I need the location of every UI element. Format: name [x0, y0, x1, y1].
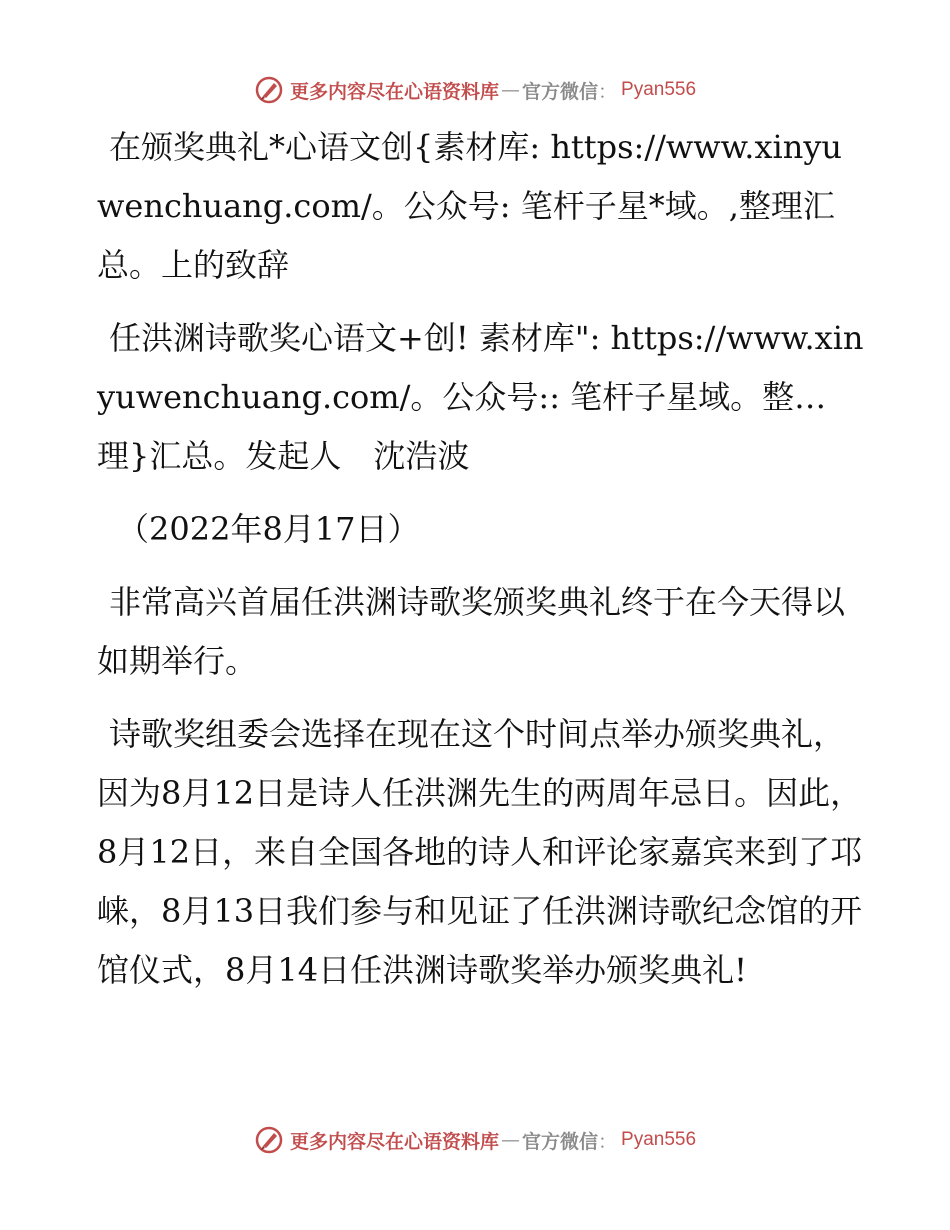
paragraph-title-line: 在颁奖典礼*心语文创{素材库: https://www.xinyuwenchuang.com/。公众号: 笔杆子星*域。,整理汇总。上的致辞 — [97, 128, 843, 284]
promo-text: 更多内容尽在心语资料库 — [289, 80, 499, 103]
document-body — [97, 118, 867, 1014]
paragraph-date: （2022年8月17日） — [117, 510, 420, 548]
paragraph-opening: 非常高兴首届任洪渊诗歌奖颁奖典礼终于在今天得以如期举行。 — [97, 583, 846, 680]
pen-logo-icon — [254, 1125, 284, 1155]
paragraph-initiator-line: 任洪渊诗歌奖心语文+创! 素材库": https://www.xinyuwenchuang.com/。公众号:: 笔杆子星域。整…理}汇总。发起人 沈浩波 — [97, 319, 864, 475]
wechat-id: Pyan556 — [621, 1129, 697, 1150]
separator-dash: — — [500, 79, 520, 101]
label-colon: ： — [598, 1130, 618, 1153]
promo-text: 更多内容尽在心语资料库 — [289, 1130, 499, 1153]
pen-logo-icon — [254, 75, 284, 105]
label-colon: ： — [598, 80, 618, 103]
header-watermark — [0, 72, 950, 108]
separator-dash: — — [500, 1129, 520, 1151]
footer-watermark — [0, 1122, 950, 1158]
wechat-label: 官方微信 — [521, 80, 598, 103]
wechat-label: 官方微信 — [521, 1130, 598, 1153]
paragraph-schedule: 诗歌奖组委会选择在现在这个时间点举办颁奖典礼，因为8月12日是诗人任洪渊先生的两周年忌日。因此，8月12日，来自全国各地的诗人和评论家嘉宾来到了邛崃，8月13日我们参与和见证了任洪渊诗歌纪念馆的开馆仪式，8月14日任洪渊诗歌奖举办颁奖典礼! — [97, 715, 863, 989]
wechat-id: Pyan556 — [621, 79, 697, 100]
